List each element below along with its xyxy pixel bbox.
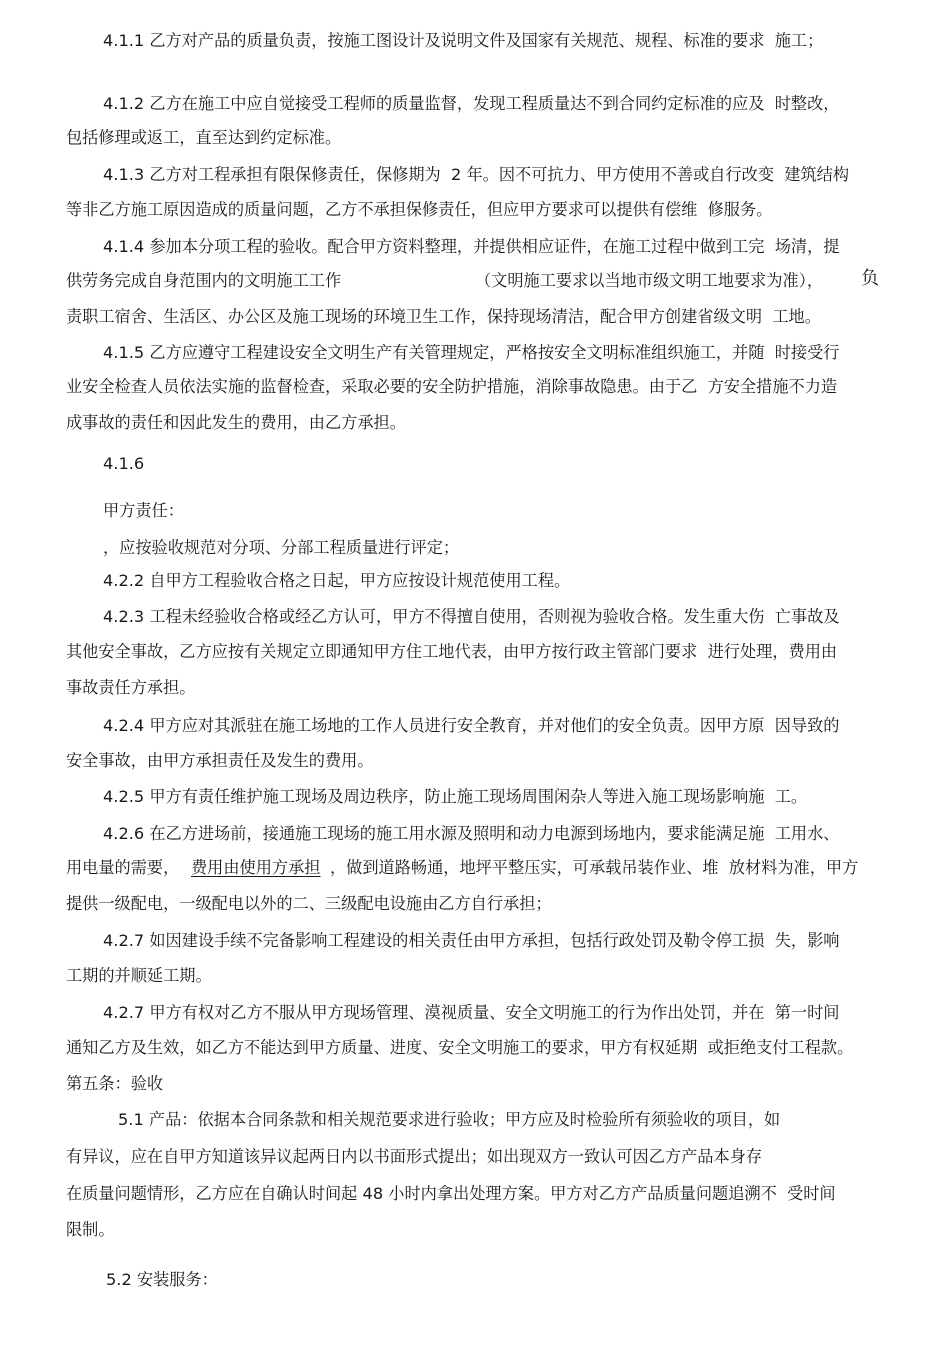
clause-5-1-cont3: 限制。 bbox=[66, 1220, 115, 1239]
clause-5-2: 5.2 安装服务： bbox=[106, 1270, 218, 1289]
clause-4-2-4: 4.2.4 甲方应对其派驻在施工场地的工作人员进行安全教育，并对他们的安全负责。因甲方原 因导致的 bbox=[103, 716, 840, 735]
article-5-heading: 第五条：验收 bbox=[66, 1074, 164, 1093]
clause-4-2-3-cont: 其他安全事故，乙方应按有关规定立即通知甲方住工地代表，由甲方按行政主管部门要求 进行处理，费用由 bbox=[66, 642, 838, 661]
clause-4-2-3-cont2: 事故责任方承担。 bbox=[66, 678, 196, 697]
clause-4-2-7-b: 4.2.7 甲方有权对乙方不服从甲方现场管理、漠视质量、安全文明施工的行为作出处罚，并在 第一时间 bbox=[103, 1003, 840, 1022]
clause-4-1-4-note: （文明施工要求以当地市级文明工地要求为准）， bbox=[475, 271, 824, 290]
clause-4-1-6: 4.1.6 bbox=[103, 454, 145, 473]
clause-4-2-7-b-cont: 通知乙方及生效，如乙方不能达到甲方质量、进度、安全文明施工的要求，甲方有权延期 或拒绝支付工程款。 bbox=[66, 1038, 854, 1057]
clause-4-2-6-cont-b: ，做到道路畅通，地坪平整压实，可承载吊装作业、堆 放材料为准，甲方 bbox=[330, 858, 859, 877]
clause-5-1: 5.1 产品：依据本合同条款和相关规范要求进行验收；甲方应及时检验所有须验收的项目，如 bbox=[118, 1110, 781, 1129]
clause-4-2-6-underlined: 费用由使用方承担 bbox=[191, 858, 321, 877]
clause-4-2-2: 4.2.2 自甲方工程验收合格之日起，甲方应按设计规范使用工程。 bbox=[103, 571, 571, 590]
clause-5-1-cont: 有异议，应在自甲方知道该异议起两日内以书面形式提出；如出现双方一致认可因乙方产品本身存 bbox=[66, 1147, 763, 1166]
clause-4-1-4-fu: 负 bbox=[861, 268, 879, 289]
clause-4-2-7-a-cont: 工期的并顺延工期。 bbox=[66, 966, 212, 985]
clause-4-1-5: 4.1.5 乙方应遵守工程建设安全文明生产有关管理规定，严格按安全文明标准组织施工，并随 时接受行 bbox=[103, 343, 840, 362]
clause-4-2-5: 4.2.5 甲方有责任维护施工现场及周边秩序，防止施工现场周围闲杂人等进入施工现场影响施 工。 bbox=[103, 787, 808, 806]
clause-4-1-4: 4.1.4 参加本分项工程的验收。配合甲方资料整理，并提供相应证件，在施工过程中做到工完 场清，提 bbox=[103, 237, 840, 256]
clause-4-2-3: 4.2.3 工程未经验收合格或经乙方认可，甲方不得擅自使用，否则视为验收合格。发生重大伤 亡事故及 bbox=[103, 607, 840, 626]
clause-4-2-6: 4.2.6 在乙方进场前，接通施工现场的施工用水源及照明和动力电源到场地内，要求能满足施 工用水、 bbox=[103, 824, 840, 843]
clause-4-1-3: 4.1.3 乙方对工程承担有限保修责任，保修期为 2 年。因不可抗力、甲方使用不善或自行改变 建筑结构 bbox=[103, 165, 850, 184]
clause-4-1-4-cont2: 责职工宿舍、生活区、办公区及施工现场的环境卫生工作，保持现场清洁，配合甲方创建省级文明 工地。 bbox=[66, 307, 821, 326]
clause-5-1-cont2: 在质量问题情形，乙方应在自确认时间起 48 小时内拿出处理方案。甲方对乙方产品质量问题追溯不 受时间 bbox=[66, 1184, 836, 1203]
clause-4-2-6-cont2: 提供一级配电，一级配电以外的二、三级配电设施由乙方自行承担； bbox=[66, 894, 552, 913]
clause-4-2-1: ，应按验收规范对分项、分部工程质量进行评定； bbox=[103, 538, 460, 557]
party-a-heading: 甲方责任： bbox=[103, 501, 184, 520]
clause-4-1-1: 4.1.1 乙方对产品的质量负责，按施工图设计及说明文件及国家有关规范、规程、标准的要求 施工； bbox=[103, 31, 824, 50]
clause-4-1-2-cont: 包括修理或返工，直至达到约定标准。 bbox=[66, 128, 342, 147]
clause-4-2-7-a: 4.2.7 如因建设手续不完备影响工程建设的相关责任由甲方承担，包括行政处罚及勒令停工损 失，影响 bbox=[103, 931, 840, 950]
clause-4-2-4-cont: 安全事故，由甲方承担责任及发生的费用。 bbox=[66, 751, 374, 770]
clause-4-1-2: 4.1.2 乙方在施工中应自觉接受工程师的质量监督，发现工程质量达不到合同约定标准的应及 时整改， bbox=[103, 94, 840, 113]
clause-4-1-5-cont: 业安全检查人员依法实施的监督检查，采取必要的安全防护措施，消除事故隐患。由于乙 方安全措施不力造 bbox=[66, 377, 838, 396]
clause-4-1-3-cont: 等非乙方施工原因造成的质量问题，乙方不承担保修责任，但应甲方要求可以提供有偿维 修服务。 bbox=[66, 200, 773, 219]
clause-4-1-4-cont: 供劳务完成自身范围内的文明施工工作 bbox=[66, 271, 342, 290]
clause-4-1-5-cont2: 成事故的责任和因此发生的费用，由乙方承担。 bbox=[66, 413, 406, 432]
clause-4-2-6-cont-a: 用电量的需要， bbox=[66, 858, 180, 877]
